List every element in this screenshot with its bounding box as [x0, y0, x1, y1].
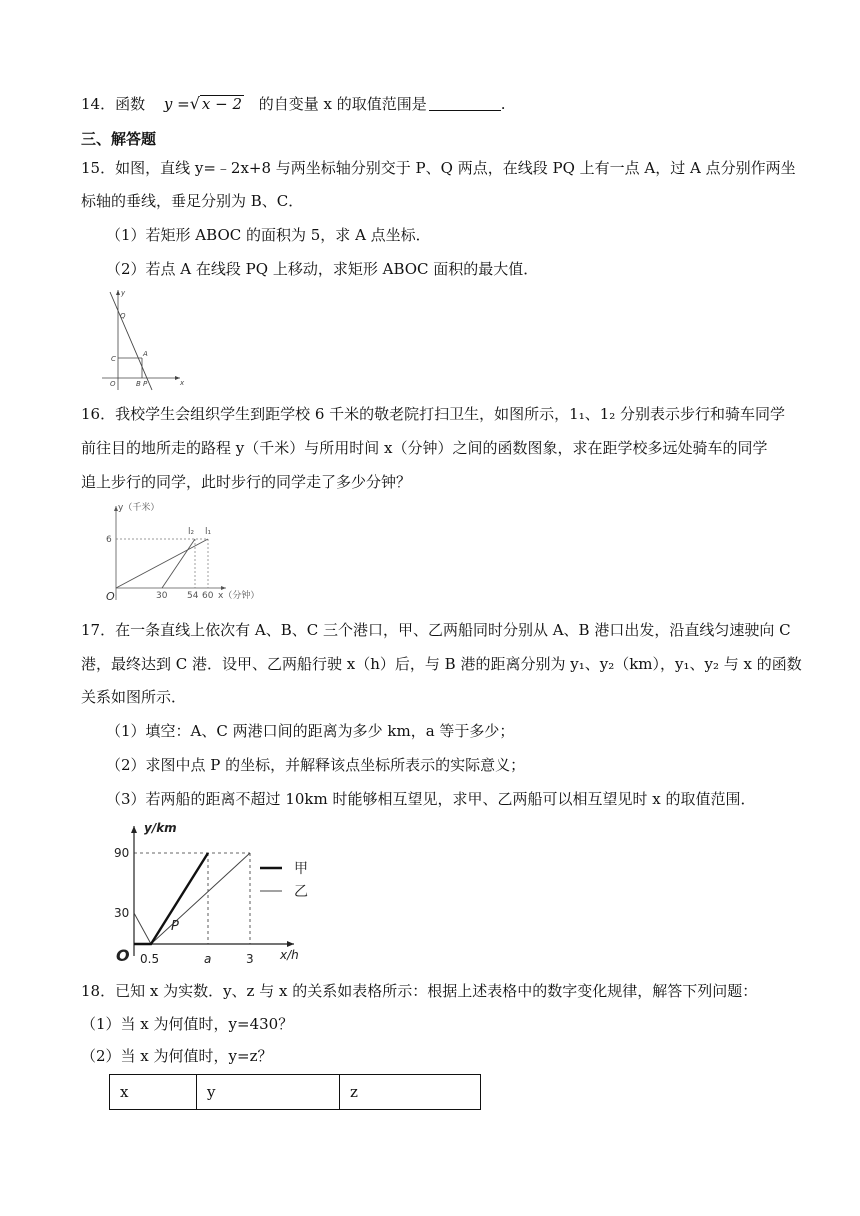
q15-part2: （2）若点 A 在线段 PQ 上移动，求矩形 ABOC 面积的最大值．	[106, 260, 539, 278]
q17-tick-05: 0.5	[140, 952, 160, 966]
q15-label-c: C	[111, 355, 116, 363]
q18-part1: （1）当 x 为何值时，y=430？	[81, 1015, 294, 1033]
q16-figure	[98, 496, 278, 608]
q16-line-l1	[116, 539, 208, 588]
q15-label-p: P	[143, 380, 148, 388]
q17-label-o: O	[116, 946, 130, 965]
table-row	[110, 1075, 481, 1110]
q14-line	[81, 94, 506, 114]
q17-line-yi	[134, 853, 250, 944]
q16-line2: 前往目的地所走的路程 y（千米）与所用时间 x（分钟）之间的函数图象，求在距学校多远处骑车的同学	[81, 439, 768, 457]
q15-figure	[100, 286, 186, 392]
table-header-y: y	[197, 1075, 340, 1110]
q17-part3: （3）若两船的距离不超过 10km 时能够相互望见，求甲、乙两船可以相互望见时 x 的取值范围．	[106, 790, 756, 808]
q17-part1: （1）填空：A、C 两港口间的距离为多少 km，a 等于多少；	[106, 722, 515, 740]
q15-line1: 15．如图，直线 y=﹣2x+8 与两坐标轴分别交于 P、Q 两点，在线段 PQ 上有一点 A，过 A 点分别作两坐	[81, 159, 796, 177]
q16-tick-54: 54	[187, 591, 199, 601]
q17-tick-3: 3	[246, 952, 254, 966]
q16-label-l1: l₁	[205, 527, 212, 537]
q17-xlabel: x/h	[280, 948, 299, 962]
q18-part2: （2）当 x 为何值时，y=z？	[81, 1047, 273, 1065]
q17-line1: 17．在一条直线上依次有 A、B、C 三个港口，甲、乙两船同时分别从 A、B 港口出发，沿直线匀速驶向 C	[81, 621, 791, 639]
q16-label-6: 6	[106, 535, 112, 545]
q14-number: 14．函数	[81, 95, 146, 113]
q17-line3: 关系如图所示．	[81, 688, 187, 706]
q16-label-l2: l₂	[188, 527, 195, 537]
q18-line1: 18．已知 x 为实数．y、z 与 x 的关系如表格所示：根据上述表格中的数字变化规律，解答下列问题：	[81, 982, 758, 1000]
q17-line2: 港，最终达到 C 港．设甲、乙两船行驶 x（h）后，与 B 港的距离分别为 y₁、y₂（km），y₁、y₂ 与 x 的函数	[81, 655, 802, 673]
q16-ylabel: y（千米）	[118, 503, 160, 513]
q15-label-a: A	[143, 350, 148, 358]
q16-tick-60: 60	[202, 591, 214, 601]
q14-text: 的自变量 x 的取值范围是	[258, 95, 427, 113]
q17-figure	[110, 818, 330, 968]
q17-x-arrow-icon	[287, 941, 294, 947]
section-heading: 三、解答题	[81, 130, 157, 148]
q16-x-arrow-icon	[221, 586, 226, 590]
q17-label-30: 30	[114, 906, 130, 920]
table-header-x: x	[110, 1075, 197, 1110]
q15-label-y: y	[121, 289, 126, 297]
q15-line-pq	[110, 292, 152, 390]
sqrt-sign-icon: √	[189, 94, 200, 113]
q17-label-p: P	[171, 919, 179, 934]
q15-part1: （1）若矩形 ABOC 的面积为 5，求 A 点坐标．	[106, 226, 431, 244]
q17-tick-a: a	[204, 952, 212, 966]
q16-line-l2	[162, 539, 195, 588]
q17-legend-jia: 甲	[294, 861, 308, 877]
q15-label-x: x	[180, 379, 185, 387]
q16-tick-30: 30	[156, 591, 168, 601]
q14-formula-lhs: y =	[163, 95, 190, 113]
q15-line2: 标轴的垂线，垂足分别为 B、C．	[81, 192, 304, 210]
table-header-z: z	[340, 1075, 481, 1110]
q14-formula-radicand: x − 2	[201, 95, 242, 113]
q15-label-o: O	[110, 380, 116, 388]
q16-line1: 16．我校学生会组织学生到距学校 6 千米的敬老院打扫卫生，如图所示，1₁、1₂ 分别表示步行和骑车同学	[81, 405, 786, 423]
q16-label-o: O	[106, 590, 115, 603]
q17-ylabel: y/km	[144, 821, 177, 835]
q16-xlabel: x（分钟）	[218, 591, 260, 601]
q15-y-arrow-icon	[116, 290, 120, 295]
answer-blank[interactable]	[429, 95, 501, 111]
q17-y-arrow-icon	[131, 826, 137, 833]
q14-period: .	[500, 95, 506, 113]
q15-label-q: Q	[120, 312, 126, 320]
q17-part2: （2）求图中点 P 的坐标，并解释该点坐标所表示的实际意义；	[106, 756, 526, 774]
q17-legend-yi: 乙	[294, 884, 308, 900]
q17-label-90: 90	[114, 846, 130, 860]
q18-table	[109, 1074, 481, 1110]
q16-line3: 追上步行的同学，此时步行的同学走了多少分钟？	[81, 473, 412, 491]
q15-label-b: B	[136, 380, 141, 388]
